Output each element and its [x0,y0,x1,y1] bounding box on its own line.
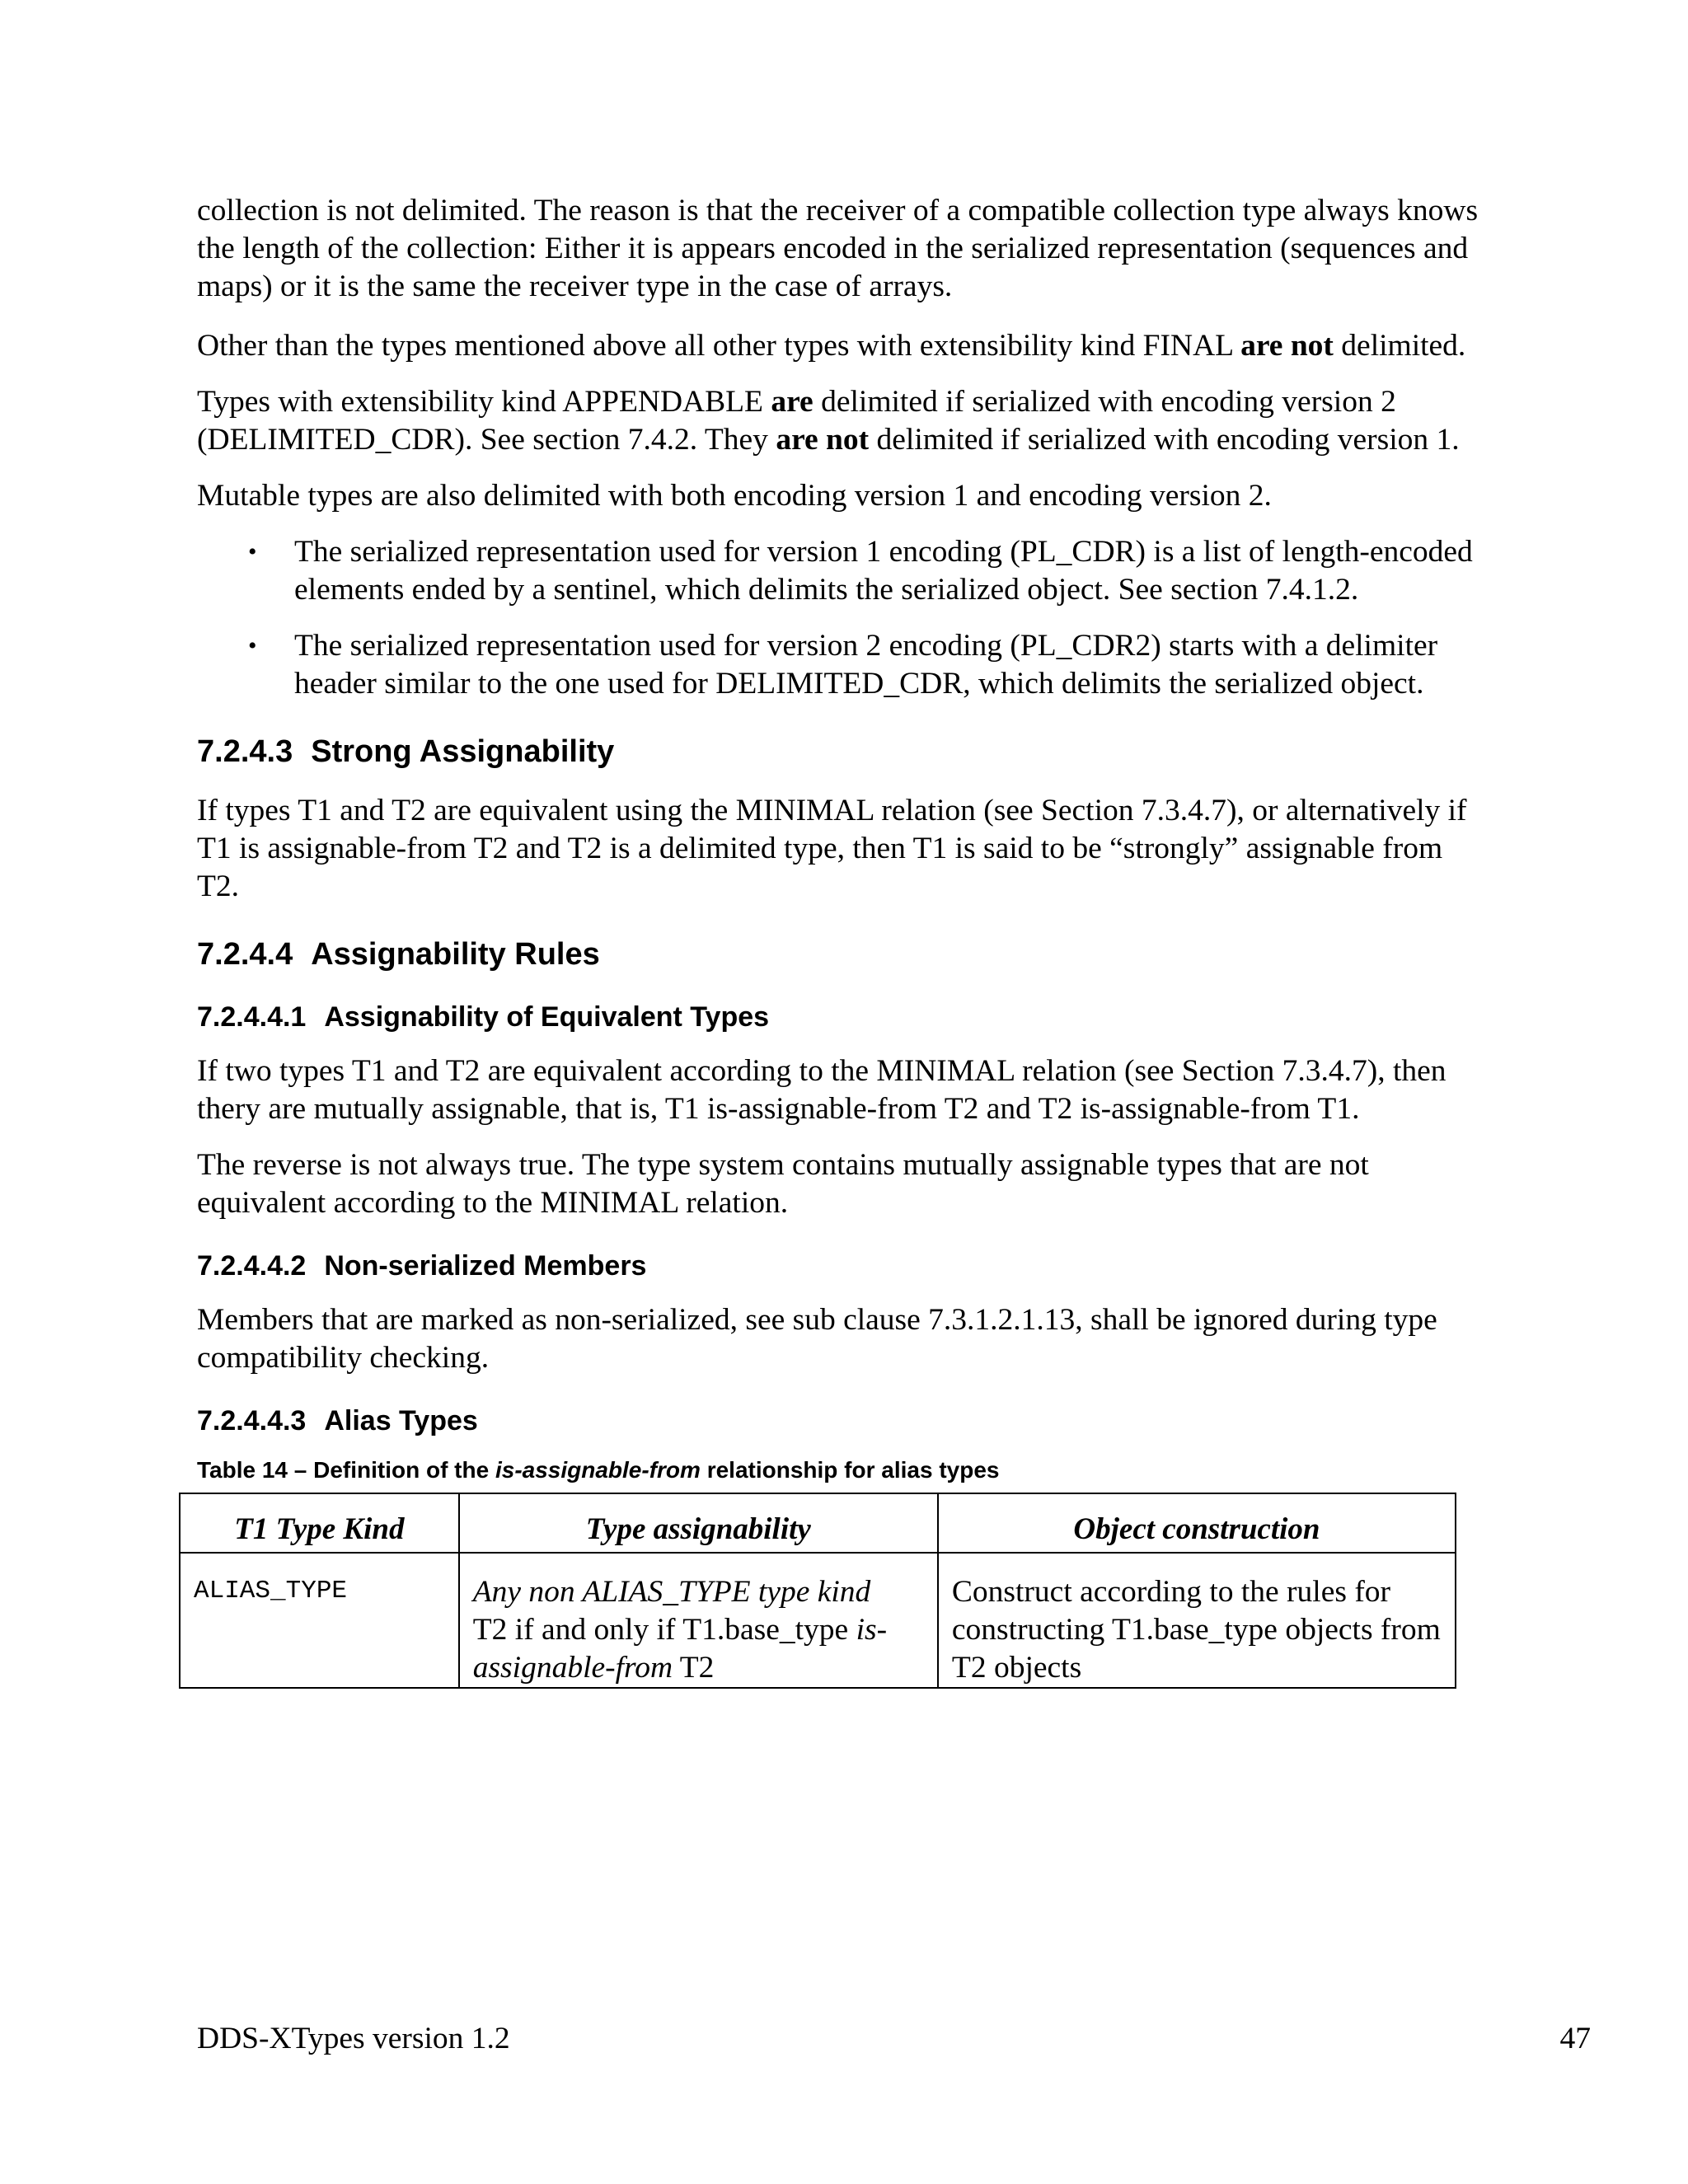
table-row [180,1553,1456,1688]
cell-text: T2 if and only if T1.base_type [472,1613,856,1647]
cell-text: T2 [673,1651,715,1685]
section-number: 7.2.4.4.2 [197,1250,307,1282]
bullet-icon: • [248,632,257,659]
text-run: delimited if serialized with encoding version 1. [869,423,1460,457]
page-body [194,192,1483,1689]
section-title: Strong Assignability [311,734,615,769]
paragraph: collection is not delimited. The reason is that the receiver of a compatible collection type always knows the length of the collection: Either it is appears encoded in the serialized representation (sequences and maps) or it is the same the receiver type in the case of arrays. [197,194,1479,303]
section-heading [197,935,1483,973]
bold-text: are [771,385,814,419]
paragraph: If two types T1 and T2 are equivalent according to the MINIMAL relation (see Section 7.3.4.7), then thery are mutually assignable, that is, T1 is-assignable-from T2 and T2 is-assignable-from T1. [197,1054,1447,1126]
footer-document-title: DDS-XTypes version 1.2 [197,2022,510,2055]
bold-text: are not [1240,329,1334,363]
cell-italic: is-assignable-from [472,1613,888,1685]
section-heading [197,733,1483,771]
section-number: 7.2.4.4.1 [197,1001,307,1033]
paragraph: The reverse is not always true. The type system contains mutually assignable types that are not equivalent according to the MINIMAL relation. [197,1148,1369,1220]
footer-page-number: 47 [1559,2022,1591,2055]
alias-types-table [179,1493,1456,1689]
section-number: 7.2.4.4.3 [197,1405,307,1436]
section-title: Assignability of Equivalent Types [324,1001,770,1033]
paragraph: Mutable types are also delimited with both encoding version 1 and encoding version 2. [197,479,1272,513]
section-number: 7.2.4.4 [197,937,293,972]
list-item [197,533,1483,609]
paragraph [197,383,1483,459]
text-run: delimited. [1333,329,1466,363]
column-header: T1 Type Kind [180,1493,459,1553]
bullet-icon: • [248,538,257,565]
list-item-text: The serialized representation used for version 1 encoding (PL_CDR) is a list of length-encoded elements ended by a sentinel, which delimits the serialized object. See section 7.4.1.2. [294,535,1473,607]
table-cell [459,1553,938,1688]
bold-text: are not [776,423,870,457]
section-number: 7.2.4.3 [197,734,293,769]
text-run: Types with extensibility kind APPENDABLE [197,385,771,419]
text-run: Other than the types mentioned above all other types with extensibility kind FINAL [197,329,1241,363]
paragraph: Members that are marked as non-serialized, see sub clause 7.3.1.2.1.13, shall be ignored during type compatibility checking. [197,1303,1437,1375]
list-item [197,627,1483,703]
section-title: Assignability Rules [311,937,600,972]
paragraph [197,327,1483,365]
column-header: Object construction [938,1493,1456,1553]
section-title: Alias Types [324,1405,478,1436]
table-caption [197,1456,1483,1484]
caption-text: Table 14 – Definition of the [197,1457,495,1483]
table-header-row [180,1493,1456,1553]
bullet-list [197,533,1483,703]
subsection-heading [197,1404,1483,1438]
column-header: Type assignability [459,1493,938,1553]
section-title: Non-serialized Members [324,1250,647,1282]
table-cell: Construct according to the rules for constructing T1.base_type objects from T2 objects [938,1553,1456,1688]
subsection-heading [197,1000,1483,1034]
caption-italic: is-assignable-from [495,1457,701,1483]
table-cell: ALIAS_TYPE [180,1553,459,1688]
cell-italic: Any non ALIAS_TYPE type kind [472,1575,871,1609]
paragraph: If types T1 and T2 are equivalent using the MINIMAL relation (see Section 7.3.4.7), or alternatively if T1 is assignable-from T2 and T2 is a delimited type, then T1 is said to be “strongly” assignable from T2. [197,794,1467,903]
subsection-heading [197,1249,1483,1283]
caption-text: relationship for alias types [700,1457,1000,1483]
text-run: delimited if serialized with encoding version 2 (DELIMITED_CDR). See section 7.4.2. They [197,385,1396,457]
list-item-text: The serialized representation used for version 2 encoding (PL_CDR2) starts with a delimiter header similar to the one used for DELIMITED_CDR, which delimits the serialized object. [294,629,1438,701]
